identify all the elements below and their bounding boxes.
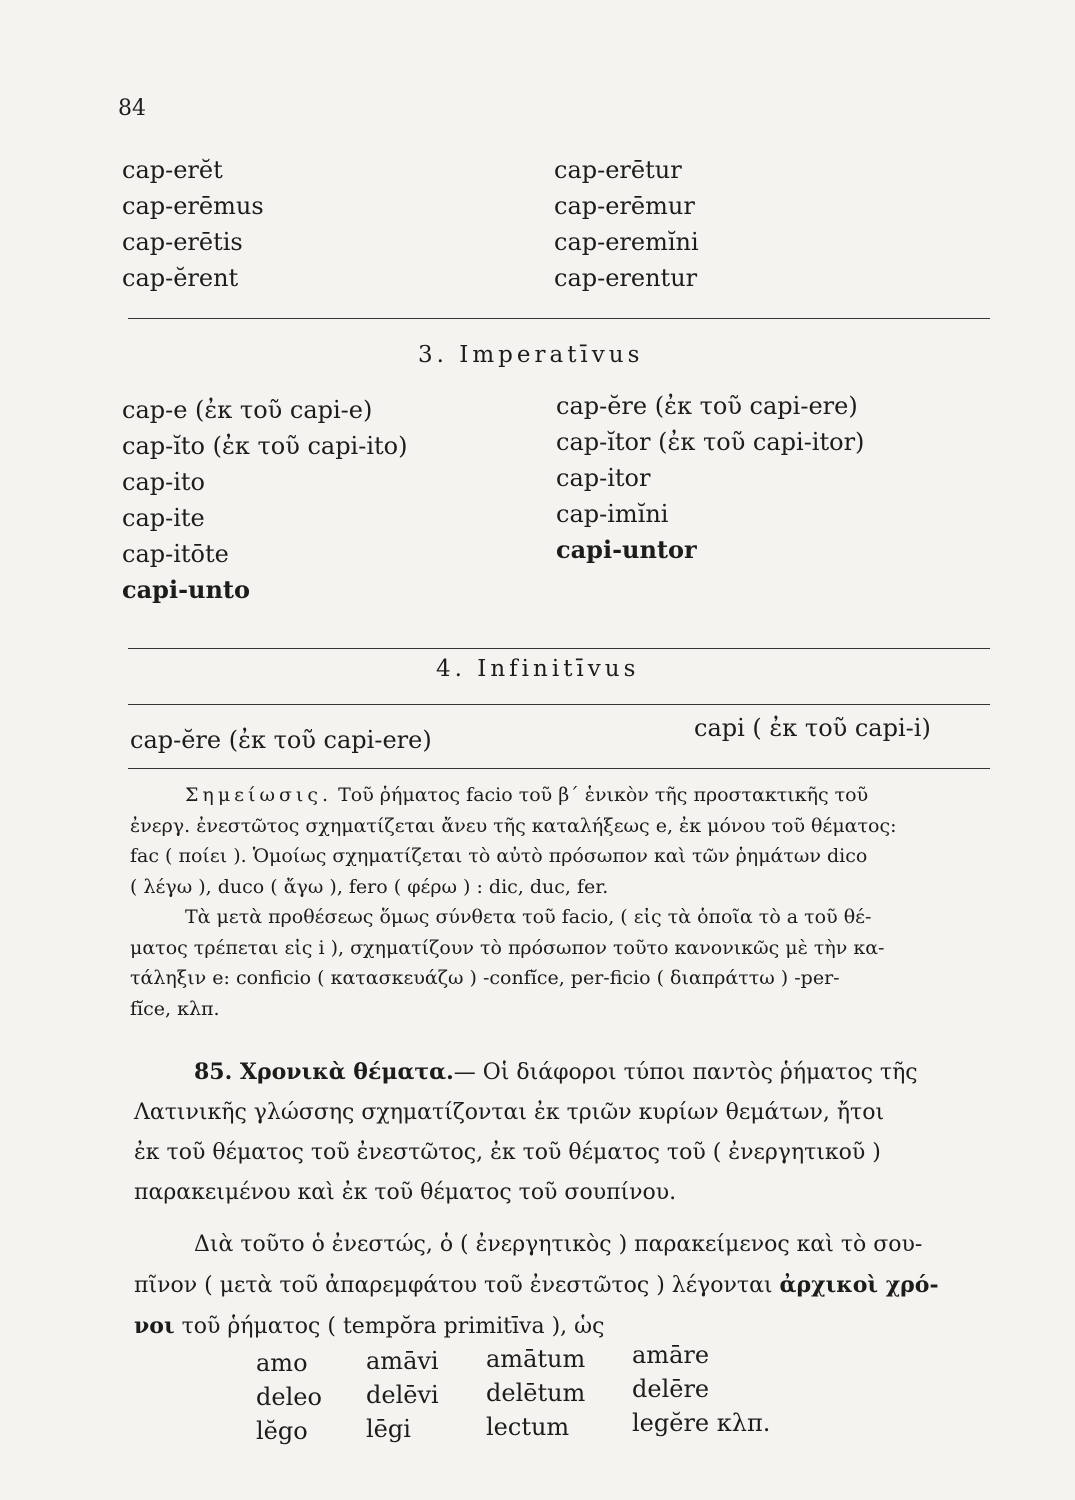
principal-parts-col-infinitive xyxy=(632,1338,770,1440)
indicative-right-column xyxy=(554,152,699,296)
note-line: ἐνεργ. ἐνεστῶτος σχηματίζεται ἄνευ τῆς καταλήξεως e, ἐκ μόνου τοῦ θέματος: xyxy=(130,814,897,837)
table-cell: lĕgo xyxy=(256,1417,308,1445)
note-block xyxy=(130,780,990,1024)
table-cell: deleo xyxy=(256,1383,322,1411)
imperative-left-column xyxy=(122,392,407,608)
table-cell: delēvi xyxy=(366,1381,439,1409)
note-line: fac ( ποίει ). Ὁμοίως σχηματίζεται τὸ αὐτὸ πρόσωπον καὶ τῶν ῥημάτων dico xyxy=(130,845,868,867)
form-line: cap-ĕre (ἐκ τοῦ capi-ere) xyxy=(556,392,858,420)
form-line: cap-ite xyxy=(122,504,205,532)
paragraph-line: ἐκ τοῦ θέματος τοῦ ἐνεστῶτος, ἐκ τοῦ θέματος τοῦ ( ἐνεργητικοῦ ) xyxy=(134,1140,881,1165)
table-cell: amāvi xyxy=(366,1347,439,1375)
principal-parts-col-perfect xyxy=(366,1344,439,1446)
note-line: τάληξιν e: conficio ( κατασκευάζω ) -confĭce, per-ficio ( διαπράττω ) -per- xyxy=(130,967,840,989)
form-line: cap-erentur xyxy=(554,264,698,292)
form-line: cap-itōte xyxy=(122,540,229,568)
table-cell: delēre xyxy=(632,1375,710,1403)
table-cell: amo xyxy=(256,1349,308,1377)
form-line: cap-ĭto (ἐκ τοῦ capi-ito) xyxy=(122,432,408,460)
form-line: cap-imĭni xyxy=(556,500,669,528)
form-line: cap-e (ἐκ τοῦ capi-e) xyxy=(122,396,373,424)
form-line: cap-ĭtor (ἐκ τοῦ capi-itor) xyxy=(556,428,865,456)
imperative-right-column xyxy=(556,388,864,568)
imperative-heading: 3. Imperatīvus xyxy=(418,342,644,368)
divider xyxy=(128,318,990,319)
form-line: cap-itor xyxy=(556,464,651,492)
table-cell: delētum xyxy=(486,1379,586,1407)
note-line: ματος τρέπεται εἰς i ), σχηματίζουν τὸ πρόσωπον τοῦτο κανονικῶς μὲ τὴν κα- xyxy=(130,936,885,959)
page-number: 84 xyxy=(118,96,146,121)
paragraph-line: παρακειμένου καὶ ἐκ τοῦ θέματος τοῦ σουπίνου. xyxy=(134,1180,677,1205)
infinitive-active: cap-ĕre (ἐκ τοῦ capi-ere) xyxy=(130,726,432,754)
form-line: cap-erēmur xyxy=(554,192,695,220)
table-cell: lectum xyxy=(486,1413,570,1441)
divider xyxy=(128,768,990,769)
divider xyxy=(128,704,990,705)
table-cell: lēgi xyxy=(366,1415,411,1443)
paragraph-line: Διὰ τοῦτο ὁ ἐνεστώς, ὁ ( ἐνεργητικὸς ) παρακείμενος καὶ τὸ σου- xyxy=(194,1232,923,1257)
note-line: Τὰ μετὰ προθέσεως ὅμως σύνθετα τοῦ facio, ( εἰς τὰ ὁποῖα τὸ a τοῦ θέ- xyxy=(185,906,872,928)
term-bold: ἀρχικοὶ χρό- xyxy=(779,1272,939,1298)
form-line: cap-ito xyxy=(122,468,205,496)
form-line: cap-ĕrent xyxy=(122,264,239,292)
paragraph-line: τοῦ ῥήματος ( tempŏra primitīva ), ὡς xyxy=(174,1314,605,1339)
form-line: cap-erēmus xyxy=(122,192,264,220)
note-line: ( λέγω ), duco ( ἄγω ), fero ( φέρω ) : dic, duc, fer. xyxy=(130,875,609,898)
infinitive-heading: 4. Infinitīvus xyxy=(436,656,640,682)
table-cell: legĕre κλπ. xyxy=(632,1409,771,1437)
paragraph-line: Λατινικῆς γλώσσης σχηματίζονται ἐκ τριῶν κυρίων θεμάτων, ἤτοι xyxy=(134,1100,885,1125)
note-line: Τοῦ ῥήματος facio τοῦ β΄ ἑνικὸν τῆς προστακτικῆς τοῦ xyxy=(332,784,869,806)
term-bold: νοι xyxy=(134,1313,175,1339)
form-line: cap-erĕt xyxy=(122,156,223,184)
form-line: cap-eremĭni xyxy=(554,228,699,256)
infinitive-passive: capi ( ἐκ τοῦ capi-i) xyxy=(694,714,931,742)
principal-parts-col-supine xyxy=(486,1342,585,1444)
paragraph-line: πῖνον ( μετὰ τοῦ ἀπαρεμφάτου τοῦ ἐνεστῶτος ) λέγονται xyxy=(134,1273,780,1298)
form-line: cap-erētis xyxy=(122,228,243,256)
table-cell: amātum xyxy=(486,1345,586,1373)
divider xyxy=(128,648,990,649)
form-line: capi-untor xyxy=(556,535,697,564)
indicative-left-column xyxy=(122,152,264,296)
section-85 xyxy=(134,1052,994,1347)
note-label: Σημείωσις. xyxy=(185,784,333,806)
form-line: capi-unto xyxy=(122,575,251,604)
section-85-title: 85. Χρονικὰ θέματα. xyxy=(194,1059,454,1085)
note-line: fĭce, κλπ. xyxy=(130,997,220,1020)
principal-parts-col-present xyxy=(256,1346,322,1448)
table-cell: amāre xyxy=(632,1341,710,1369)
form-line: cap-erētur xyxy=(554,156,682,184)
paragraph-line: — Οἱ διάφοροι τύποι παντὸς ῥήματος τῆς xyxy=(453,1060,918,1085)
